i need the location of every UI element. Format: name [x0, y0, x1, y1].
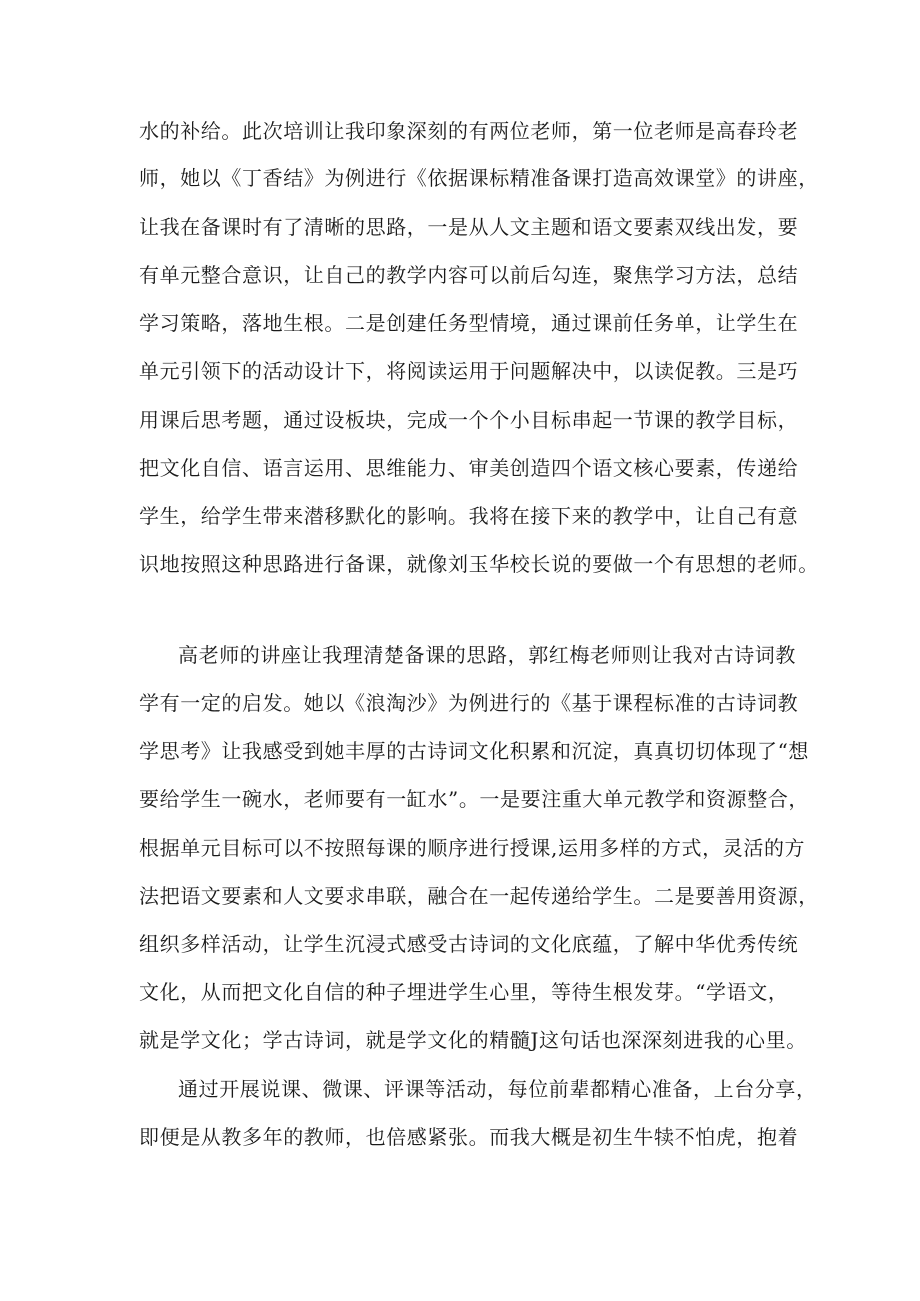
text-line: 学有一定的启发。她以《浪淘沙》为例进行的《基于课程标准的古诗词教 — [139, 691, 799, 715]
text-line: 学生，给学生带来潜移默化的影响。我将在接下来的教学中，让自己有意 — [139, 504, 799, 528]
text-line: 即便是从教多年的教师，也倍感紧张。而我大概是初生牛犊不怕虎，抱着 — [139, 1125, 799, 1149]
text-line: 就是学文化；学古诗词，就是学文化的精髓J这句话也深深刻进我的心里。 — [139, 1028, 807, 1052]
text-line: 高老师的讲座让我理清楚备课的思路，郭红梅老师则让我对古诗词教 — [178, 643, 796, 667]
text-line: 根据单元目标可以不按照每课的顺序进行授课,运用多样的方式，灵活的方 — [139, 836, 806, 860]
text-line: 识地按照这种思路进行备课，就像刘玉华校长说的要做一个有思想的老师。 — [139, 552, 819, 576]
text-line: 要给学生一碗水，老师要有一缸水”。一是要注重大单元教学和资源整合， — [139, 787, 810, 811]
text-line: 有单元整合意识，让自己的教学内容可以前后勾连，聚焦学习方法，总结 — [139, 263, 799, 287]
text-line: 学习策略，落地生根。二是创建任务型情境，通过课前任务单，让学生在 — [139, 311, 799, 335]
text-line: 单元引领下的活动设计下，将阅读运用于问题解决中，以读促教。三是巧 — [139, 359, 799, 383]
text-line: 让我在备课时有了清晰的思路，一是从人文主题和语文要素双线出发，要 — [139, 215, 799, 239]
text-line: 通过开展说课、微课、评课等活动，每位前辈都精心准备，上台分享， — [178, 1077, 817, 1101]
text-line: 水的补给。此次培训让我印象深刻的有两位老师，第一位老师是高春玲老 — [139, 119, 799, 143]
text-line: 把文化自信、语言运用、思维能力、审美创造四个语文核心要素，传递给 — [139, 456, 799, 480]
text-line: 学思考》让我感受到她丰厚的古诗词文化积累和沉淀，真真切切体现了“想 — [139, 739, 810, 763]
text-line: 用课后思考题，通过设板块，完成一个个小目标串起一节课的教学目标， — [139, 408, 799, 432]
text-line: 组织多样活动，让学生沉浸式感受古诗词的文化底蕴，了解中华优秀传统 — [139, 932, 799, 956]
text-line: 师，她以《丁香结》为例进行《依据课标精准备课打造高效课堂》的讲座， — [139, 166, 819, 190]
text-line: 文化，从而把文化自信的种子埋进学生心里，等待生根发芽。“学语文， — [139, 980, 789, 1004]
text-line: 法把语文要素和人文要求串联，融合在一起传递给学生。二是要善用资源， — [139, 884, 819, 908]
